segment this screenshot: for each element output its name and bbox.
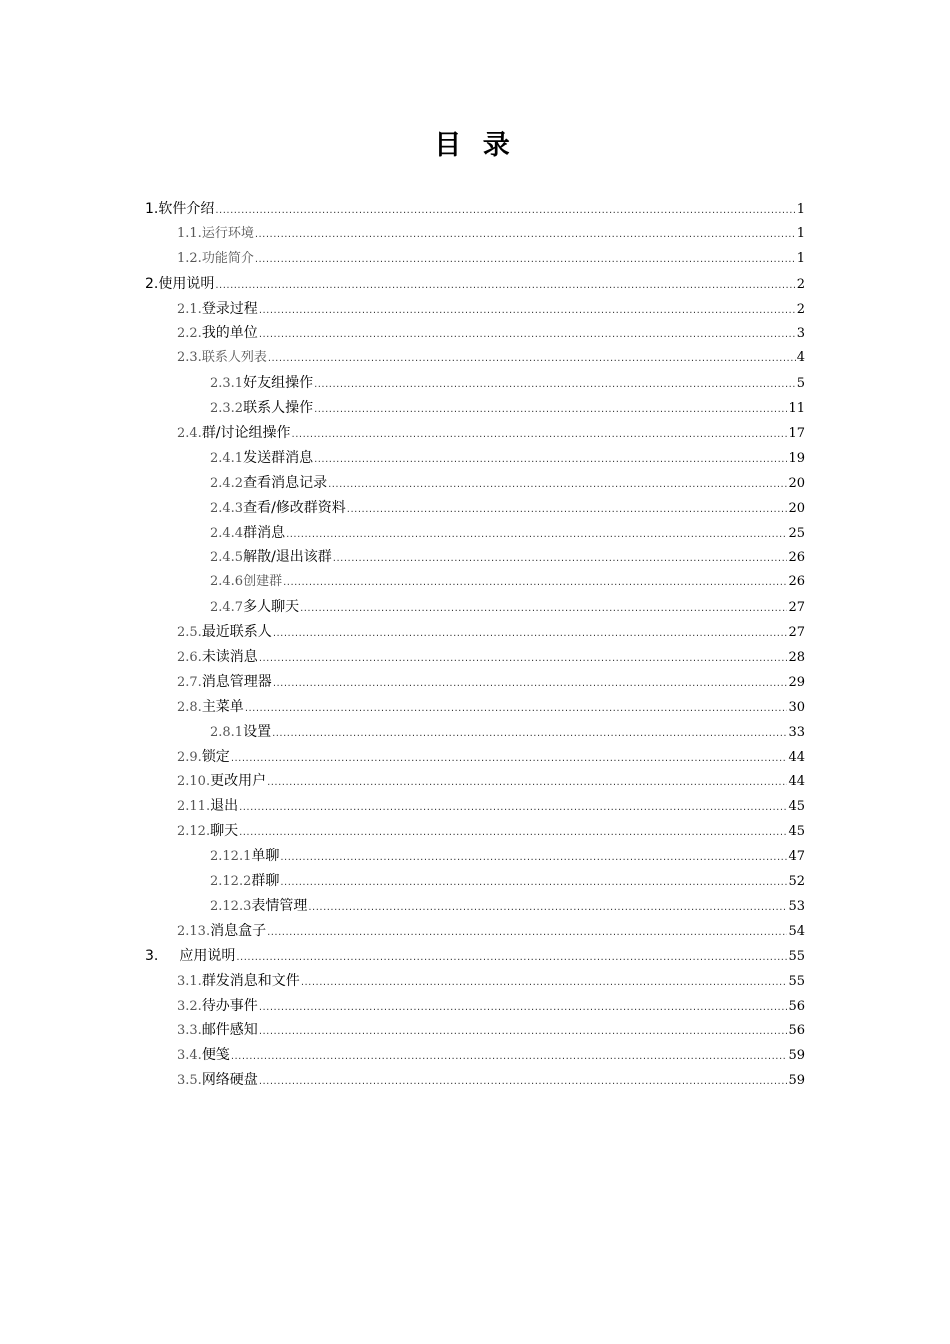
toc-page-number: 53 — [788, 898, 805, 914]
toc-entry-number: 1.1. — [177, 225, 202, 241]
toc-entry[interactable] — [145, 222, 805, 247]
toc-dot-leader — [267, 921, 787, 946]
toc-page-number: 26 — [788, 574, 805, 590]
toc-entry-number: 2.5. — [177, 625, 202, 641]
toc-entry-number: 2.6. — [177, 650, 202, 666]
toc-entry-title: 锁定 — [201, 748, 230, 765]
toc-entry-number: 3.5. — [177, 1073, 202, 1089]
toc-entry[interactable] — [145, 819, 805, 844]
toc-page-number: 25 — [788, 525, 805, 541]
toc-entry-number: 2.12.3 — [210, 898, 252, 914]
toc-dot-leader — [308, 896, 787, 921]
toc-page-number: 1 — [796, 225, 805, 241]
toc-page-number: 28 — [788, 650, 805, 666]
toc-dot-leader — [245, 697, 788, 722]
toc-entry-title: 单聊 — [251, 848, 280, 865]
toc-entry-title: 群/讨论组操作 — [201, 425, 291, 442]
toc-entry[interactable] — [145, 595, 805, 620]
toc-page-number: 30 — [788, 699, 805, 715]
toc-entry-number: 2.12.1 — [210, 849, 252, 865]
toc-dot-leader — [239, 821, 787, 846]
toc-entry-title: 创建群 — [243, 574, 283, 590]
toc-entry-number: 2.4.4 — [210, 525, 244, 541]
toc-entry-title: 群消息 — [243, 524, 286, 541]
toc-dot-leader — [215, 274, 795, 299]
toc-entry[interactable] — [145, 471, 805, 496]
toc-page-number: 44 — [788, 774, 805, 790]
toc-entry[interactable] — [145, 769, 805, 794]
toc-entry[interactable] — [145, 545, 805, 570]
toc-page-number: 56 — [788, 998, 805, 1014]
toc-entry-title: 使用说明 — [158, 275, 215, 292]
toc-page-number: 55 — [788, 973, 805, 989]
toc-entry-title: 解散/退出该群 — [243, 549, 332, 566]
toc-entry[interactable] — [145, 446, 805, 471]
toc-entry-title: 联系人操作 — [243, 400, 314, 417]
toc-dot-leader — [231, 747, 788, 772]
toc-page-number: 45 — [788, 824, 805, 840]
toc-entry-number: 2.9. — [177, 749, 202, 765]
toc-entry-title: 更改用户 — [210, 773, 267, 790]
toc-dot-leader — [283, 571, 787, 596]
toc-entry[interactable] — [145, 197, 805, 222]
toc-entry-title: 退出 — [210, 798, 239, 815]
toc-dot-leader — [328, 473, 787, 498]
toc-entry-number: 2.2. — [177, 326, 202, 342]
toc-entry-number: 2.4.5 — [210, 550, 244, 566]
toc-dot-leader — [286, 523, 787, 548]
toc-entry[interactable] — [145, 321, 805, 346]
toc-entry-title: 消息盒子 — [210, 922, 267, 939]
toc-dot-leader — [267, 771, 787, 796]
toc-entry-title: 消息管理器 — [201, 673, 272, 690]
toc-page-number: 19 — [788, 450, 805, 466]
toc-entry-title: 网络硬盘 — [201, 1072, 258, 1089]
toc-page-number: 33 — [788, 724, 805, 740]
toc-page-number: 27 — [788, 625, 805, 641]
toc-dot-leader — [231, 1045, 788, 1070]
toc-entry[interactable] — [145, 421, 805, 446]
toc-entry-number: 2.7. — [177, 674, 202, 690]
toc-entry-number: 3. — [145, 947, 159, 964]
toc-page-number: 26 — [788, 550, 805, 566]
toc-entry-number: 2.8.1 — [210, 724, 244, 740]
toc-entry-number: 2.12.2 — [210, 874, 252, 890]
toc-entry[interactable] — [145, 272, 805, 297]
toc-dot-leader — [259, 996, 788, 1021]
toc-entry-title: 邮件感知 — [201, 1022, 258, 1039]
toc-page-number: 59 — [788, 1073, 805, 1089]
toc-entry[interactable] — [145, 994, 805, 1019]
toc-page-number: 20 — [788, 500, 805, 516]
toc-page-number: 45 — [788, 799, 805, 815]
toc-dot-leader — [268, 347, 796, 372]
toc-entry-title: 聊天 — [210, 823, 239, 840]
toc-entry[interactable] — [145, 944, 805, 969]
toc-dot-leader — [239, 796, 787, 821]
toc-entry-title: 应用说明 — [179, 947, 236, 964]
toc-page-number: 2 — [796, 301, 805, 317]
toc-entry-title: 未读消息 — [201, 649, 258, 666]
toc-entry-number: 2.13. — [177, 923, 211, 939]
toc-entry[interactable] — [145, 1043, 805, 1068]
toc-entry-number: 2.4.1 — [210, 450, 244, 466]
toc-dot-leader — [259, 323, 796, 348]
toc-dot-leader — [314, 373, 796, 398]
toc-entry-number: 2.4.2 — [210, 475, 244, 491]
toc-entry-number: 2.4.6 — [210, 574, 244, 590]
toc-entry-title: 发送群消息 — [243, 449, 314, 466]
toc-entry-title: 设置 — [243, 723, 272, 740]
toc-entry[interactable] — [145, 496, 805, 521]
toc-dot-leader — [300, 597, 787, 622]
toc-entry-number: 2.1. — [177, 301, 202, 317]
toc-page-number: 17 — [788, 426, 805, 442]
toc-entry-number: 2.8. — [177, 699, 202, 715]
toc-entry-title: 运行环境 — [201, 225, 254, 241]
toc-entry-number: 2.11. — [177, 799, 211, 815]
toc-entry-title: 查看/修改群资料 — [243, 499, 346, 516]
toc-dot-leader — [292, 423, 788, 448]
toc-entry-title: 软件介绍 — [158, 201, 215, 217]
toc-dot-leader — [280, 871, 787, 896]
toc-dot-leader — [259, 1070, 788, 1095]
toc-dot-leader — [255, 223, 796, 248]
table-of-contents — [145, 197, 805, 1093]
toc-entry-title: 好友组操作 — [243, 375, 314, 392]
toc-entry[interactable] — [145, 894, 805, 919]
toc-page-number: 27 — [788, 600, 805, 616]
toc-page-number: 29 — [788, 674, 805, 690]
toc-entry-number: 2.12. — [177, 824, 211, 840]
toc-entry[interactable] — [145, 570, 805, 595]
toc-dot-leader — [314, 398, 787, 423]
toc-entry-number: 3.4. — [177, 1048, 202, 1064]
toc-entry[interactable] — [145, 869, 805, 894]
toc-entry-number: 3.3. — [177, 1023, 202, 1039]
toc-page-number: 55 — [788, 948, 805, 964]
toc-entry[interactable] — [145, 794, 805, 819]
toc-dot-leader — [333, 547, 788, 572]
toc-page-number: 59 — [788, 1048, 805, 1064]
toc-page-number: 5 — [796, 376, 805, 392]
toc-entry-number: 2.3.2 — [210, 401, 244, 417]
toc-page-number: 52 — [788, 874, 805, 890]
toc-dot-leader — [255, 248, 796, 273]
toc-entry[interactable] — [145, 247, 805, 272]
toc-entry-title: 查看消息记录 — [243, 474, 328, 491]
toc-entry-title: 最近联系人 — [201, 624, 272, 641]
toc-dot-leader — [280, 846, 787, 871]
toc-dot-leader — [301, 971, 788, 996]
toc-page-number: 11 — [788, 401, 805, 417]
toc-entry-title: 登录过程 — [201, 300, 258, 317]
toc-page-number: 1 — [796, 250, 805, 266]
toc-dot-leader — [314, 448, 787, 473]
toc-page-number: 3 — [796, 326, 805, 342]
toc-entry-title: 我的单位 — [201, 325, 258, 342]
toc-entry[interactable] — [145, 645, 805, 670]
toc-entry-number: 1. — [145, 201, 159, 217]
toc-entry[interactable] — [145, 969, 805, 994]
toc-dot-leader — [272, 722, 787, 747]
toc-entry[interactable] — [145, 720, 805, 745]
toc-entry-number: 2.4.3 — [210, 500, 244, 516]
toc-entry-number: 3.1. — [177, 973, 202, 989]
toc-dot-leader — [259, 1020, 788, 1045]
toc-entry[interactable] — [145, 1018, 805, 1043]
page-title: 目 录 — [434, 130, 516, 161]
toc-entry[interactable] — [145, 670, 805, 695]
toc-dot-leader — [273, 672, 788, 697]
toc-entry[interactable] — [145, 745, 805, 770]
toc-entry[interactable] — [145, 844, 805, 869]
toc-page-number: 20 — [788, 475, 805, 491]
toc-entry-title: 联系人列表 — [201, 350, 267, 366]
toc-dot-leader — [236, 946, 787, 971]
toc-entry[interactable] — [145, 346, 805, 371]
toc-dot-leader — [259, 299, 796, 324]
toc-entry-number: 2.3.1 — [210, 376, 244, 392]
toc-dot-leader — [347, 498, 788, 523]
toc-entry-number: 1.2. — [177, 250, 202, 266]
toc-page-number: 47 — [788, 849, 805, 865]
toc-entry[interactable] — [145, 396, 805, 421]
toc-entry-number: 2.4.7 — [210, 600, 244, 616]
toc-page-number: 54 — [788, 923, 805, 939]
toc-entry-number: 2.4. — [177, 426, 202, 442]
toc-dot-leader — [259, 647, 788, 672]
toc-dot-leader — [215, 199, 795, 224]
toc-entry[interactable] — [145, 620, 805, 645]
toc-entry-number: 3.2. — [177, 998, 202, 1014]
toc-entry-number: 2. — [145, 275, 159, 292]
toc-entry-title: 群聊 — [251, 873, 280, 890]
toc-page-number: 1 — [796, 202, 805, 217]
toc-entry-number: 2.3. — [177, 350, 202, 366]
toc-entry[interactable] — [145, 371, 805, 396]
toc-entry-title: 主菜单 — [201, 698, 244, 715]
toc-entry[interactable] — [145, 297, 805, 322]
toc-page-number: 4 — [796, 350, 805, 366]
toc-entry-title: 群发消息和文件 — [201, 972, 300, 989]
toc-entry-title: 功能简介 — [201, 250, 254, 266]
toc-entry[interactable] — [145, 695, 805, 720]
toc-entry[interactable] — [145, 1068, 805, 1093]
toc-dot-leader — [273, 622, 788, 647]
toc-entry-title: 多人聊天 — [243, 599, 300, 616]
toc-entry-title: 便笺 — [201, 1047, 230, 1064]
toc-entry-title: 待办事件 — [201, 997, 258, 1014]
toc-page-number: 44 — [788, 749, 805, 765]
toc-page-number: 56 — [788, 1023, 805, 1039]
toc-entry-number: 2.10. — [177, 774, 211, 790]
toc-page-number: 2 — [796, 276, 805, 292]
toc-entry-title: 表情管理 — [251, 897, 308, 914]
toc-entry[interactable] — [145, 521, 805, 546]
toc-entry[interactable] — [145, 919, 805, 944]
